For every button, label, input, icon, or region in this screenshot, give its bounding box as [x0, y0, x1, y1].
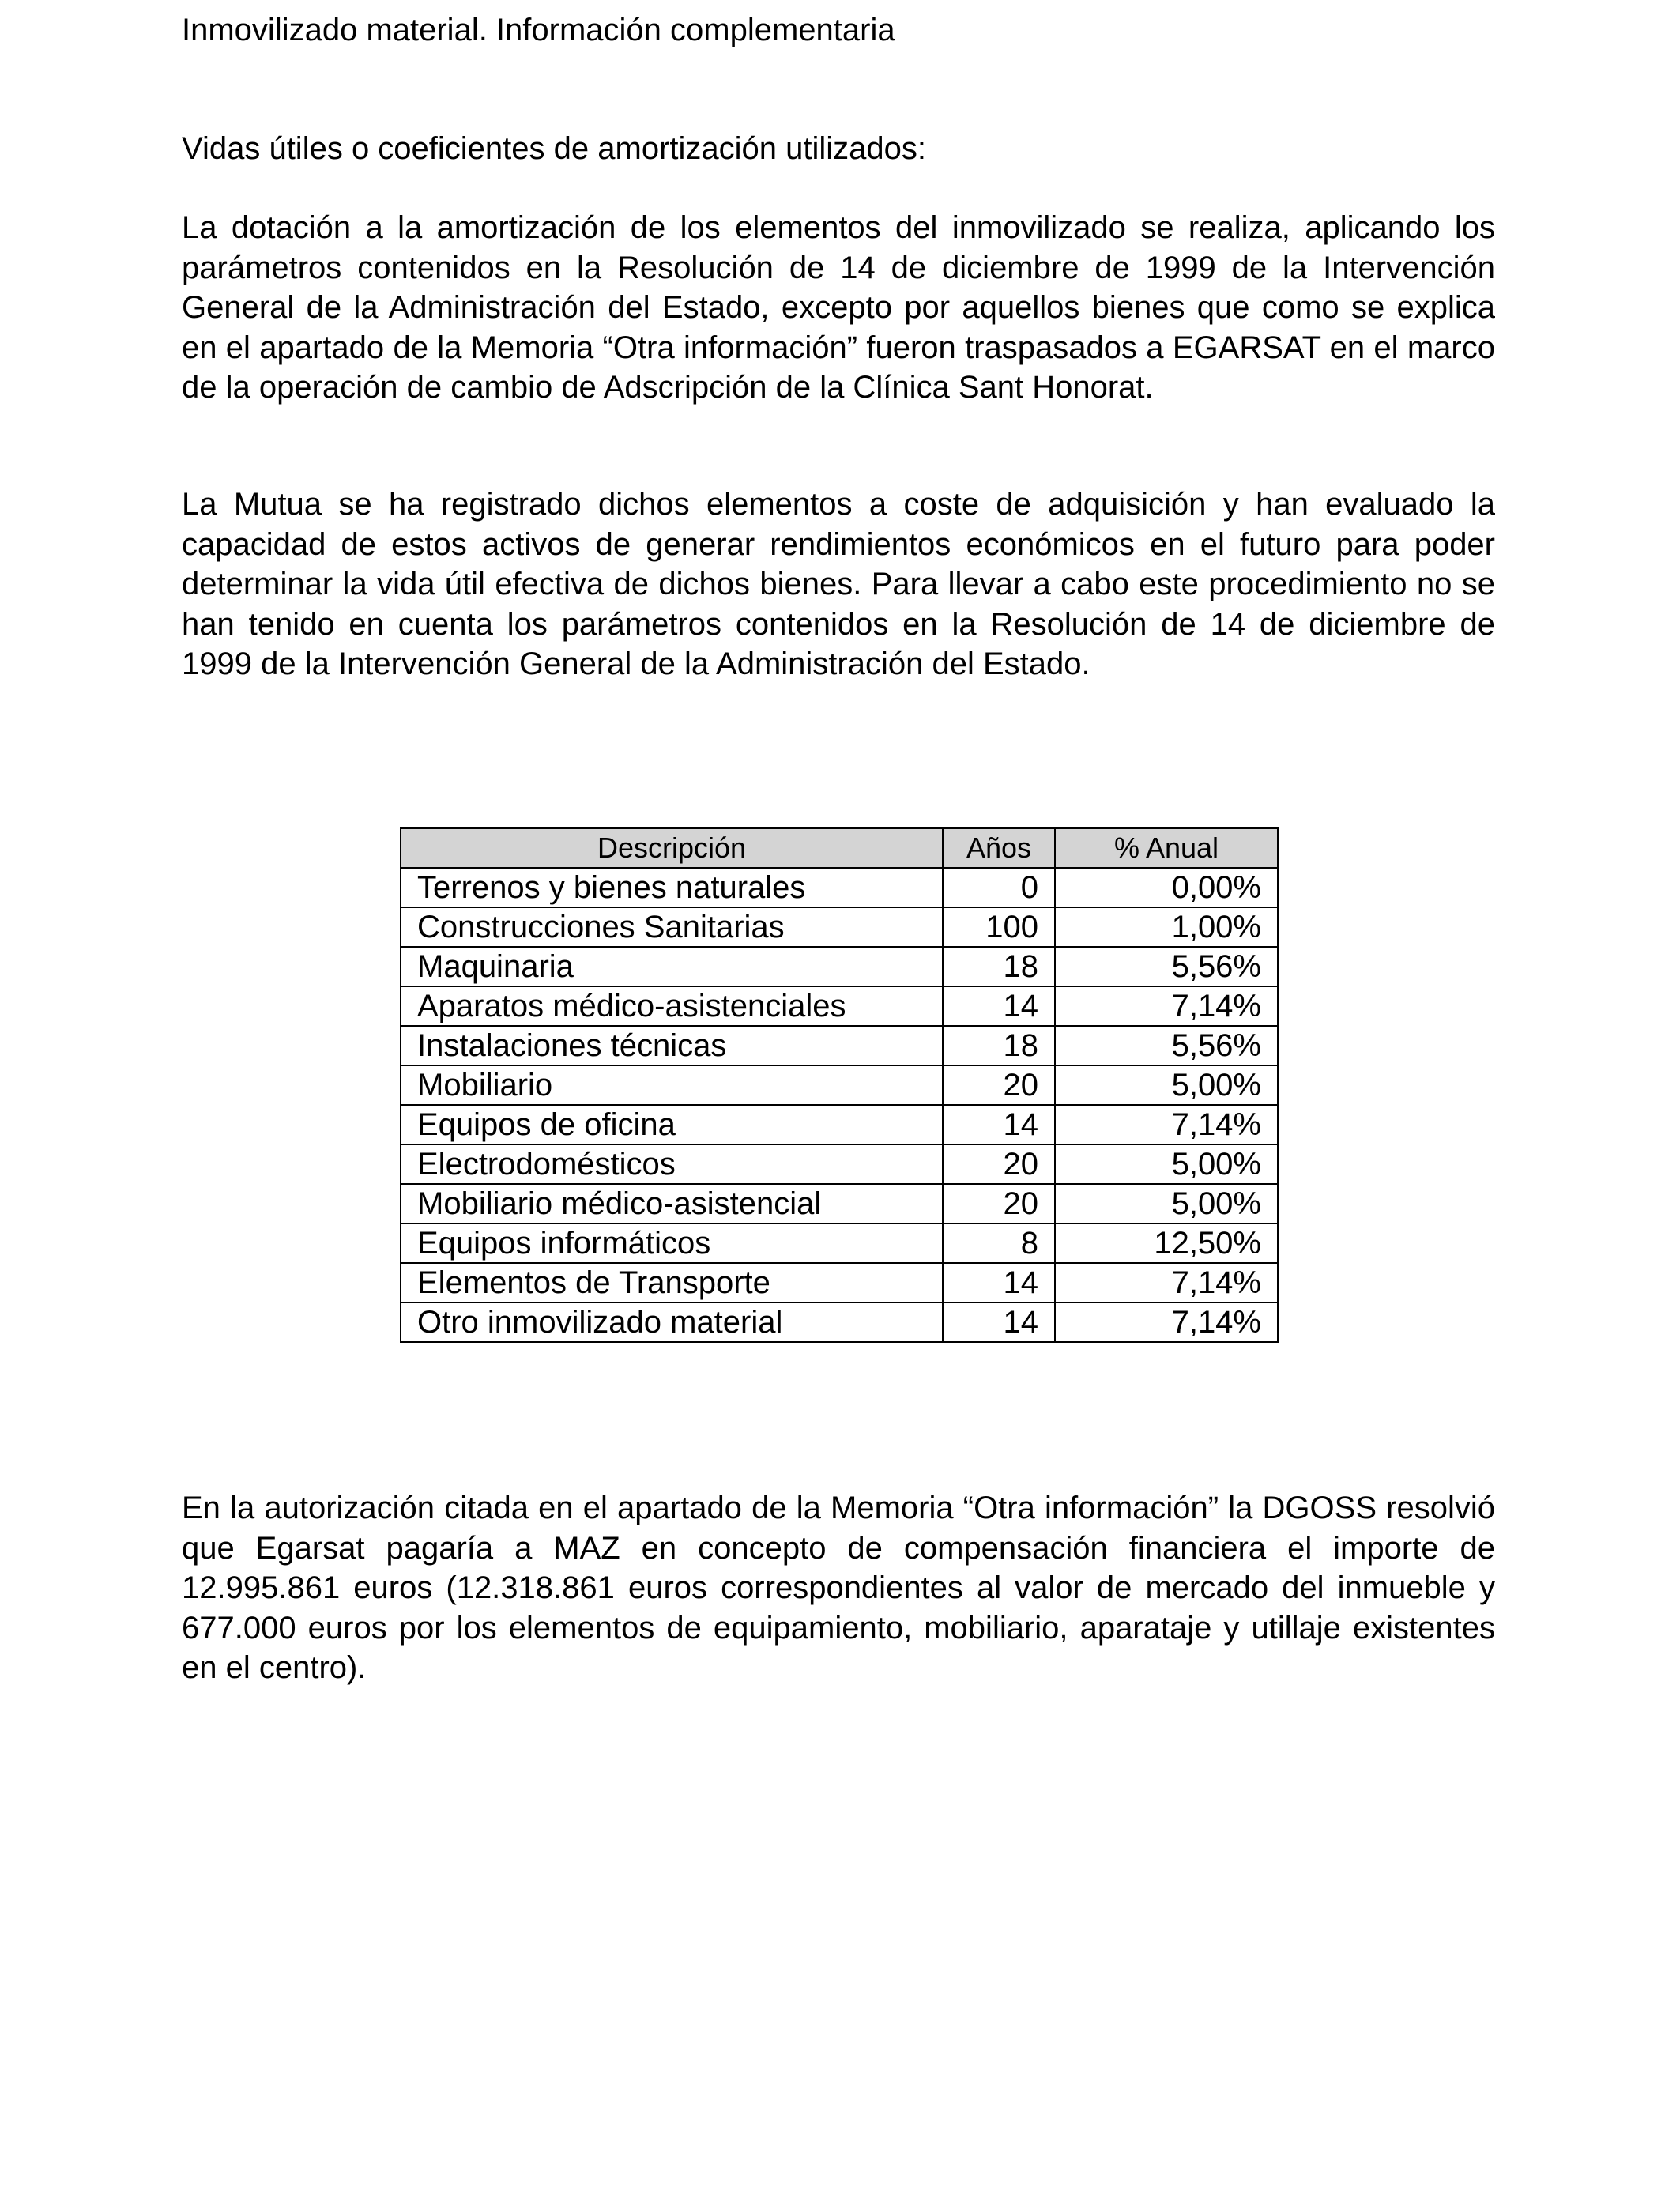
cell-descripcion: Mobiliario	[401, 1065, 943, 1105]
table-row	[401, 1105, 1278, 1144]
cell-anos: 20	[943, 1065, 1055, 1105]
cell-descripcion: Equipos de oficina	[401, 1105, 943, 1144]
cell-descripcion: Equipos informáticos	[401, 1223, 943, 1263]
cell-anos: 18	[943, 947, 1055, 986]
cell-descripcion: Construcciones Sanitarias	[401, 907, 943, 947]
table-row	[401, 1026, 1278, 1065]
cell-pct-anual: 5,00%	[1055, 1184, 1278, 1223]
table-row	[401, 1223, 1278, 1263]
table-row	[401, 947, 1278, 986]
table-header-row	[401, 828, 1278, 868]
amortization-table-container	[400, 827, 1279, 1343]
cell-anos: 14	[943, 1302, 1055, 1342]
cell-anos: 14	[943, 1263, 1055, 1302]
cell-descripcion: Aparatos médico-asistenciales	[401, 986, 943, 1026]
paragraph-compensacion: En la autorización citada en el apartado de la Memoria “Otra información” la DGOSS resolvió que Egarsat pagaría a MAZ en concepto de compensación financiera el importe de 12.995.861 euros (12.318.861 euros correspondientes al valor de mercado del inmueble y 677.000 euros por los elementos de equipamiento, mobiliario, aparataje y utillaje existentes en el centro).	[182, 1491, 1495, 1686]
page-title: Inmovilizado material. Información complementaria	[182, 13, 895, 47]
cell-descripcion: Instalaciones técnicas	[401, 1026, 943, 1065]
table-row	[401, 1144, 1278, 1184]
cell-pct-anual: 1,00%	[1055, 907, 1278, 947]
table-row	[401, 1065, 1278, 1105]
table-body	[401, 868, 1278, 1342]
table-row	[401, 1184, 1278, 1223]
amortization-table	[400, 827, 1279, 1343]
cell-pct-anual: 5,56%	[1055, 947, 1278, 986]
section-heading: Vidas útiles o coeficientes de amortización utilizados:	[182, 131, 926, 166]
table-row	[401, 868, 1278, 907]
table-row	[401, 907, 1278, 947]
cell-anos: 8	[943, 1223, 1055, 1263]
header-pct-anual: % Anual	[1055, 828, 1278, 868]
cell-descripcion: Electrodomésticos	[401, 1144, 943, 1184]
cell-pct-anual: 0,00%	[1055, 868, 1278, 907]
cell-anos: 20	[943, 1144, 1055, 1184]
paragraph-amortizacion: La dotación a la amortización de los elementos del inmovilizado se realiza, aplicando los parámetros contenidos en la Resolución de 14 de diciembre de 1999 de la Intervención General de la Administración del Estado, excepto por aquellos bienes que como se explica en el apartado de la Memoria “Otra información” fueron traspasados a EGARSAT en el marco de la operación de cambio de Adscripción de la Clínica Sant Honorat.	[182, 210, 1495, 405]
cell-pct-anual: 12,50%	[1055, 1223, 1278, 1263]
cell-pct-anual: 7,14%	[1055, 1105, 1278, 1144]
table-row	[401, 1302, 1278, 1342]
cell-anos: 14	[943, 1105, 1055, 1144]
table-row	[401, 986, 1278, 1026]
table-row	[401, 1263, 1278, 1302]
cell-descripcion: Maquinaria	[401, 947, 943, 986]
cell-pct-anual: 5,56%	[1055, 1026, 1278, 1065]
cell-pct-anual: 7,14%	[1055, 1302, 1278, 1342]
cell-pct-anual: 7,14%	[1055, 986, 1278, 1026]
cell-pct-anual: 7,14%	[1055, 1263, 1278, 1302]
header-descripcion: Descripción	[401, 828, 943, 868]
cell-pct-anual: 5,00%	[1055, 1144, 1278, 1184]
cell-anos: 14	[943, 986, 1055, 1026]
header-anos: Años	[943, 828, 1055, 868]
cell-descripcion: Otro inmovilizado material	[401, 1302, 943, 1342]
cell-anos: 100	[943, 907, 1055, 947]
cell-descripcion: Mobiliario médico-asistencial	[401, 1184, 943, 1223]
cell-descripcion: Terrenos y bienes naturales	[401, 868, 943, 907]
cell-pct-anual: 5,00%	[1055, 1065, 1278, 1105]
cell-descripcion: Elementos de Transporte	[401, 1263, 943, 1302]
cell-anos: 0	[943, 868, 1055, 907]
cell-anos: 20	[943, 1184, 1055, 1223]
cell-anos: 18	[943, 1026, 1055, 1065]
paragraph-registro: La Mutua se ha registrado dichos elementos a coste de adquisición y han evaluado la capacidad de estos activos de generar rendimientos económicos en el futuro para poder determinar la vida útil efectiva de dichos bienes. Para llevar a cabo este procedimiento no se han tenido en cuenta los parámetros contenidos en la Resolución de 14 de diciembre de 1999 de la Intervención General de la Administración del Estado.	[182, 487, 1495, 682]
